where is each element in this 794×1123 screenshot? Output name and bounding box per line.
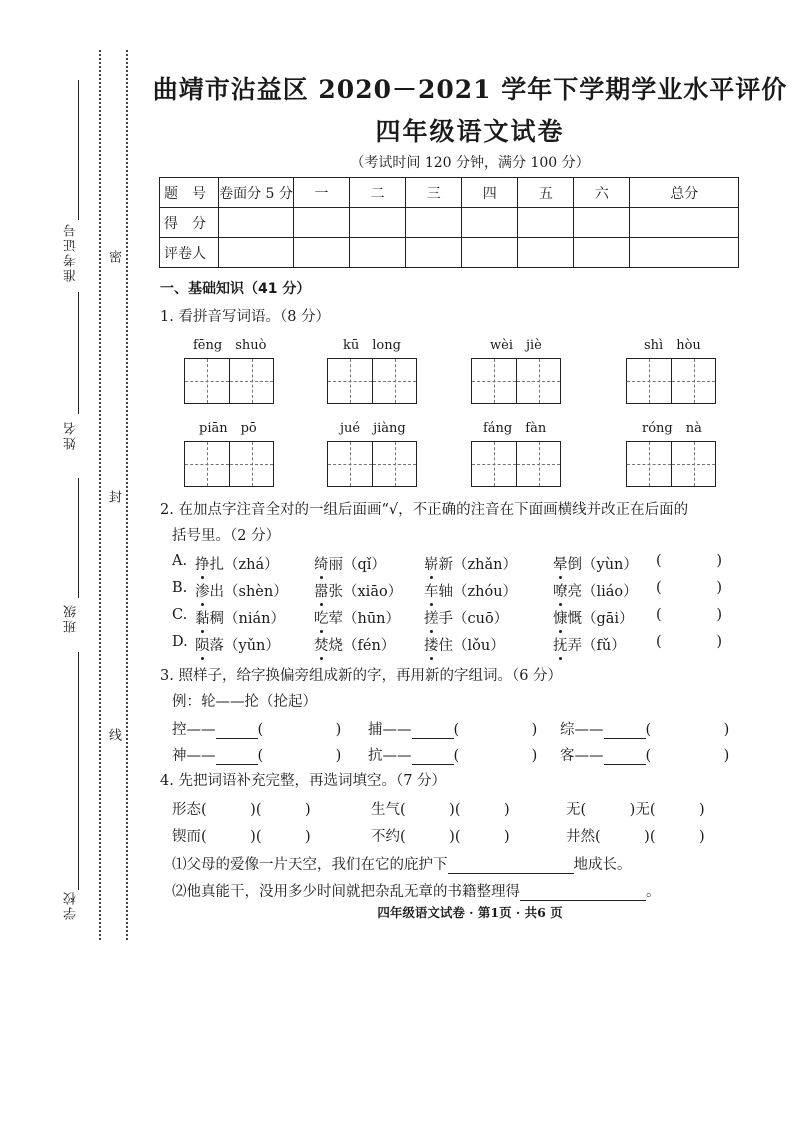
- question-2-prompt-cont: 括号里。（2 分）: [172, 528, 281, 544]
- dotted-fold-line-left: [99, 50, 101, 940]
- fill-sentence-2: [172, 880, 661, 901]
- grader-cell[interactable]: [574, 238, 630, 268]
- binding-line-exam-id: [78, 80, 79, 220]
- answer-parentheses[interactable]: ( ): [656, 607, 722, 623]
- score-table-col: 卷面分 5 分: [219, 178, 294, 208]
- pinyin-label: shì hòu: [644, 338, 701, 353]
- option-word: 嘹亮（liáo）: [553, 584, 638, 600]
- option-label: A.: [172, 553, 188, 569]
- fill-sentence-1-end: 地成长。: [573, 857, 632, 873]
- answer-blank[interactable]: [216, 722, 258, 739]
- option-label: D.: [172, 634, 188, 650]
- option-label: B.: [172, 580, 188, 596]
- writing-grid[interactable]: [626, 441, 716, 487]
- answer-blank[interactable]: [604, 748, 646, 765]
- section-heading: 一、基础知识（41 分）: [160, 281, 311, 297]
- fill-sentence-2-text: ⑵他真能干，没用多少时间就把杂乱无章的书籍整理得: [172, 884, 520, 900]
- pinyin-label: piān pō: [199, 421, 257, 436]
- answer-parentheses[interactable]: ( ): [656, 580, 722, 596]
- grader-cell[interactable]: [630, 238, 739, 268]
- seal-mi: 密: [106, 250, 121, 263]
- answer-blank[interactable]: [216, 748, 258, 765]
- label-class: 班级: [64, 603, 79, 633]
- answer-parentheses[interactable]: ( ): [656, 553, 722, 569]
- score-cell[interactable]: [350, 208, 406, 238]
- score-cell[interactable]: [462, 208, 518, 238]
- answer-blank[interactable]: [412, 722, 454, 739]
- idiom-fill-item[interactable]: 井然( )( ): [566, 829, 705, 845]
- answer-blank[interactable]: [520, 884, 646, 901]
- pinyin-label: fáng fàn: [483, 421, 547, 436]
- writing-grid[interactable]: [184, 358, 274, 404]
- radical-item: 客—— ( ): [560, 748, 730, 764]
- grader-cell[interactable]: [219, 238, 294, 268]
- score-cell[interactable]: [518, 208, 574, 238]
- score-table-col: 一: [294, 178, 350, 208]
- grader-cell[interactable]: [518, 238, 574, 268]
- idiom-fill-item[interactable]: 生气( )( ): [371, 802, 510, 818]
- score-table-col: 六: [574, 178, 630, 208]
- writing-grid[interactable]: [327, 358, 417, 404]
- seal-xian: 线: [106, 728, 121, 741]
- question-4-prompt: 4. 先把词语补充完整，再选词填空。（7 分）: [160, 773, 447, 789]
- question-2-prompt: 2. 在加点字注音全对的一组后面画“√，不正确的注音在下面画横线并改正在后面的: [160, 502, 689, 518]
- exam-subject-title: 四年级语文试卷: [375, 117, 565, 146]
- grader-cell[interactable]: [294, 238, 350, 268]
- fill-sentence-2-end: 。: [646, 884, 661, 900]
- radical-item: 控—— ( ): [172, 722, 342, 738]
- score-table-col: 总分: [630, 178, 739, 208]
- option-word: 慷慨（gāi）: [553, 611, 634, 627]
- idiom-fill-item[interactable]: 锲而( )( ): [172, 829, 311, 845]
- dotted-fold-line-right: [126, 50, 128, 940]
- score-table-row-header: 题 号: [160, 178, 219, 208]
- score-table-col: 三: [406, 178, 462, 208]
- exam-title: 曲靖市沾益区 2020－2021 学年下学期学业水平评价: [152, 75, 788, 104]
- answer-blank[interactable]: [448, 857, 574, 874]
- option-word: 黏稠（nián）: [195, 611, 285, 627]
- writing-grid[interactable]: [626, 358, 716, 404]
- question-1-prompt: 1. 看拼音写词语。（8 分）: [160, 309, 331, 325]
- score-cell[interactable]: [406, 208, 462, 238]
- score-cell[interactable]: [219, 208, 294, 238]
- fill-sentence-1-text: ⑴父母的爱像一片天空，我们在它的庇护下: [172, 857, 448, 873]
- writing-grid[interactable]: [471, 358, 561, 404]
- score-table-header-row: [160, 178, 739, 208]
- option-word: 嚣张（xiāo）: [314, 584, 403, 600]
- radical-item: 综—— ( ): [560, 722, 730, 738]
- radical-item: 抗—— ( ): [368, 748, 538, 764]
- answer-blank[interactable]: [604, 722, 646, 739]
- score-table-row-header: 评卷人: [160, 238, 219, 268]
- score-table-col: 四: [462, 178, 518, 208]
- binding-line-class: [78, 478, 79, 598]
- writing-grid[interactable]: [184, 441, 274, 487]
- grader-cell[interactable]: [406, 238, 462, 268]
- option-word: 挣扎（zhá）: [195, 557, 279, 573]
- score-table: [159, 177, 739, 268]
- seal-feng: 封: [106, 490, 121, 503]
- option-word: 绮丽（qǐ）: [314, 557, 386, 573]
- question-3-prompt: 3. 照样子，给字换偏旁组成新的字，再用新的字组词。（6 分）: [160, 668, 563, 684]
- option-word: 焚烧（fén）: [314, 638, 396, 654]
- pinyin-label: fēng shuò: [193, 338, 267, 353]
- radical-item: 神—— ( ): [172, 748, 342, 764]
- option-word: 渗出（shèn）: [195, 584, 288, 600]
- score-cell[interactable]: [630, 208, 739, 238]
- option-word: 搓手（cuō）: [424, 611, 509, 627]
- label-exam-id: 准考证号: [64, 222, 79, 282]
- option-word: 崭新（zhǎn）: [424, 557, 517, 573]
- option-word: 车轴（zhóu）: [424, 584, 518, 600]
- option-word: 晕倒（yùn）: [553, 557, 638, 573]
- radical-item: 捕—— ( ): [368, 722, 538, 738]
- grader-cell[interactable]: [462, 238, 518, 268]
- fill-sentence-1: [172, 853, 632, 874]
- pinyin-label: jué jiàng: [340, 421, 406, 436]
- option-word: 陨落（yǔn）: [195, 638, 280, 654]
- score-table-col: 五: [518, 178, 574, 208]
- label-school: 学校: [64, 890, 79, 920]
- score-cell[interactable]: [574, 208, 630, 238]
- score-cell[interactable]: [294, 208, 350, 238]
- page-footer: 四年级语文试卷 · 第1页 · 共6 页: [377, 905, 563, 920]
- pinyin-label: wèi jiè: [490, 338, 542, 353]
- option-word: 吃荤（hūn）: [314, 611, 401, 627]
- answer-blank[interactable]: [412, 748, 454, 765]
- score-table-row-header: 得 分: [160, 208, 219, 238]
- writing-grid[interactable]: [471, 441, 561, 487]
- idiom-fill-item[interactable]: 无( )无( ): [566, 802, 705, 818]
- idiom-fill-item[interactable]: 形态( )( ): [172, 802, 311, 818]
- pinyin-label: róng nà: [642, 421, 702, 436]
- writing-grid[interactable]: [327, 441, 417, 487]
- option-word: 抚弄（fǔ）: [553, 638, 626, 654]
- binding-line-name: [78, 292, 79, 414]
- option-word: 搂住（lǒu）: [424, 638, 505, 654]
- pinyin-label: kū long: [343, 338, 401, 353]
- exam-time-note: （考试时间 120 分钟，满分 100 分）: [350, 155, 590, 171]
- score-table-score-row: [160, 208, 739, 238]
- idiom-fill-item[interactable]: 不约( )( ): [371, 829, 510, 845]
- binding-line-school: [78, 652, 79, 890]
- score-table-col: 二: [350, 178, 406, 208]
- label-name: 姓名: [64, 420, 79, 450]
- option-label: C.: [172, 607, 188, 623]
- grader-cell[interactable]: [350, 238, 406, 268]
- answer-parentheses[interactable]: ( ): [656, 634, 722, 650]
- question-3-example: 例：轮——抡（抡起）: [172, 694, 317, 710]
- score-table-grader-row: [160, 238, 739, 268]
